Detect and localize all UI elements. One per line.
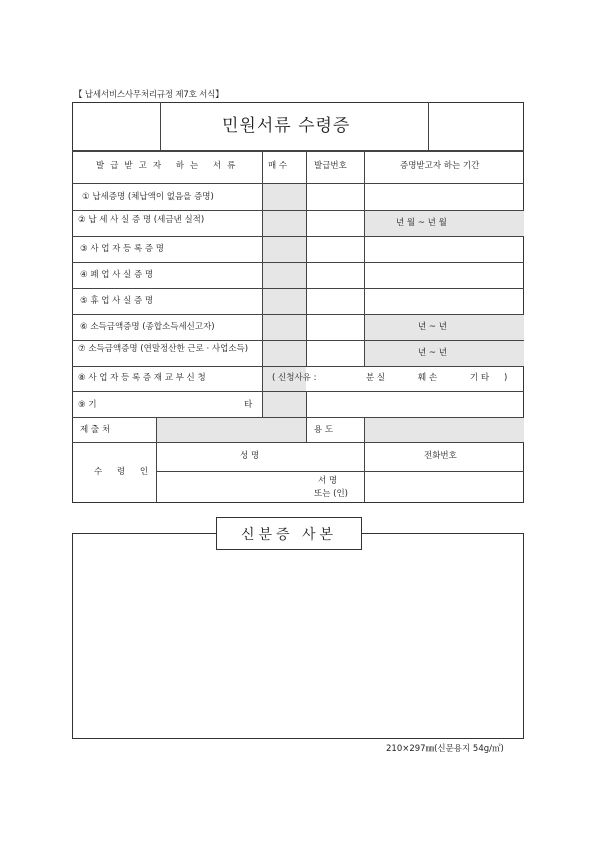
reissue-reason-prefix: ( 신청사유 : bbox=[272, 373, 317, 383]
header-row-line bbox=[72, 183, 524, 184]
seal-label: 또는 (인) bbox=[314, 489, 348, 499]
purpose-label: 용 도 bbox=[314, 425, 334, 435]
name-label: 성 명 bbox=[240, 451, 260, 461]
recipient-label: 수 령 인 bbox=[94, 467, 155, 477]
row-line bbox=[72, 442, 524, 443]
row-line bbox=[72, 210, 524, 211]
form-number-note: 【 납세서비스사무처리규정 제7호 서식】 bbox=[74, 90, 224, 100]
doc-row-label: ③ 사 업 자 등 록 증 명 bbox=[80, 244, 165, 254]
reason-damaged: 훼 손 bbox=[418, 373, 438, 383]
phone-label: 전화번호 bbox=[424, 451, 457, 461]
paper-spec-note: 210×297㎜(신문용지 54g/㎡) bbox=[386, 744, 504, 754]
signature-label: 서 명 bbox=[318, 476, 338, 486]
period-range: 년 월 ~ 년 월 bbox=[396, 218, 447, 228]
submit-to-shading bbox=[156, 417, 306, 442]
reason-other: 기 타 bbox=[470, 373, 490, 383]
purpose-shading bbox=[364, 417, 524, 442]
period-range: 년 ~ 년 bbox=[418, 348, 447, 358]
doc-row-label: ④ 폐 업 사 실 증 명 bbox=[80, 270, 154, 280]
title-right-divider bbox=[428, 102, 429, 150]
col-divider-purpose-label bbox=[306, 417, 307, 442]
title-divider bbox=[72, 150, 524, 152]
id-copy-area bbox=[72, 533, 524, 739]
doc-row-label-end: 타 bbox=[244, 400, 253, 410]
period-range: 년 ~ 년 bbox=[418, 322, 447, 332]
id-copy-title: 신분증 사본 bbox=[216, 517, 362, 550]
col-divider-row9 bbox=[262, 391, 263, 417]
doc-row-label: ⑧ 사 업 자 등 록 증 재 교 부 신 청 bbox=[78, 373, 206, 383]
col-divider-submit bbox=[156, 417, 157, 503]
col-header-period: 증명받고자 하는 기간 bbox=[400, 161, 480, 171]
reason-suffix: ) bbox=[504, 373, 508, 383]
col-divider-period bbox=[364, 150, 365, 366]
doc-row-label: ① 납세증명 (체납액이 없음을 증명) bbox=[82, 192, 214, 202]
reason-lost: 분 실 bbox=[366, 373, 386, 383]
row-line bbox=[72, 391, 524, 392]
col-divider-purpose bbox=[364, 417, 365, 503]
doc-row-label: ⑨ 기 bbox=[78, 400, 97, 410]
doc-row-label: ⑥ 소득금액증명 (종합소득세신고자) bbox=[80, 322, 215, 332]
col-header-number: 발급번호 bbox=[314, 161, 347, 171]
row-line bbox=[72, 340, 524, 341]
col-divider-number bbox=[306, 150, 307, 366]
row-line bbox=[72, 236, 524, 237]
title-left-divider bbox=[160, 102, 161, 150]
row-line bbox=[72, 288, 524, 289]
recipient-inner-line bbox=[156, 471, 524, 472]
row-line bbox=[72, 366, 524, 367]
row-line bbox=[72, 417, 524, 418]
doc-row-label: ② 납 세 사 실 증 명 (세금낸 실적) bbox=[78, 215, 205, 225]
col-divider-row9b bbox=[306, 391, 307, 417]
count-column-shading bbox=[262, 183, 306, 391]
submit-to-label: 제 출 처 bbox=[80, 425, 111, 435]
col-header-document: 발급받고자 하는 서류 bbox=[96, 161, 242, 171]
row-line bbox=[72, 314, 524, 315]
col-divider-count bbox=[262, 150, 263, 391]
row-line bbox=[72, 262, 524, 263]
doc-row-label: ⑦ 소득금액증명 (연말정산한 근로 · 사업소득) bbox=[78, 344, 249, 354]
doc-row-label: ⑤ 휴 업 사 실 증 명 bbox=[80, 296, 154, 306]
col-header-count: 매 수 bbox=[268, 161, 288, 171]
count-cell-shading-9 bbox=[262, 391, 306, 417]
form-title: 민원서류 수령증 bbox=[222, 116, 351, 136]
